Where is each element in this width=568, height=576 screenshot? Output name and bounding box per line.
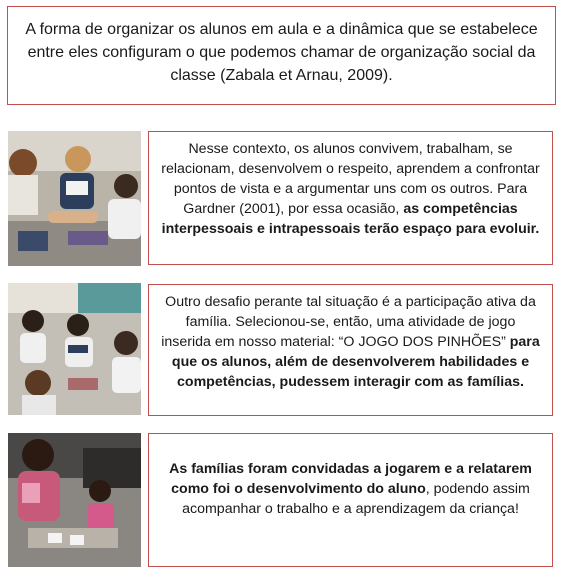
card-family-challenge-bold: para que os alunos, além de desenvolverem habilidades e competências, pudessem interagir com as famílias.: [171, 334, 540, 390]
card-families-invited-bold: As famílias foram convidadas a jogarem e a relatarem como foi o desenvolvimento do aluno: [169, 461, 532, 497]
card-family-challenge: [148, 284, 553, 416]
card-families-invited-text: , podendo assim acompanhar o trabalho e a aprendizagem da criança!: [182, 481, 530, 517]
photo-family-playing: [8, 433, 141, 567]
card-context-bold: as competências interpessoais e intrapessoais terão espaço para evoluir.: [161, 201, 540, 237]
card-context-text: Nesse contexto, os alunos convivem, trabalham, se relacionam, desenvolvem o respeito, aprendem a confrontar pontos de vista e a argumentar uns com os outros. Para Gardner (2001), por essa ocasião,: [161, 141, 540, 217]
photo-children-playing-floor: [8, 131, 141, 266]
card-families-invited: [148, 433, 553, 567]
intro-text: A forma de organizar os alunos em aula e a dinâmica que se estabelece entre eles configuram o que podemos chamar de organização social da classe (Zabala et Arnau, 2009).: [25, 21, 538, 84]
card-family-challenge-text: Outro desafio perante tal situação é a participação ativa da família. Selecionou-se, então, uma atividade de jogo inserida em nosso material: “O JOGO DOS PINHÕES”: [161, 294, 536, 350]
card-context: [148, 131, 553, 265]
photo-children-circle: [8, 283, 141, 415]
intro-text-box: [7, 6, 556, 105]
